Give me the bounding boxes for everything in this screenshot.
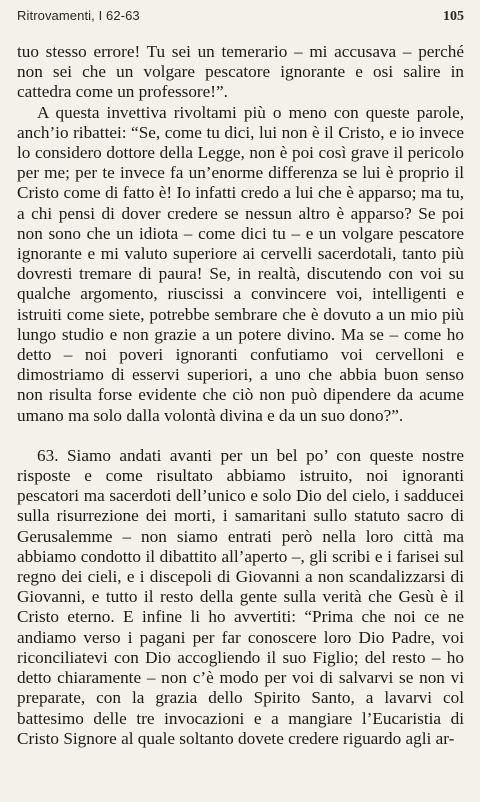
running-header	[17, 8, 464, 34]
paragraph-section-63: 63. Siamo andati avanti per un bel po’ con queste nostre risposte e come risultato abbiamo istruito, noi ignoranti pescatori ma sacerdoti dell’unico e solo Dio del cielo, i sadducei sulla risurrezione dei morti, i samaritani sullo statuto sacro di Gerusalemme – non siamo entrati però nella loro città ma abbiamo condotto il dibattito all’aperto –, gli scribi e i farisei sul regno dei cieli, e i discepoli di Giovanni a non scandalizzarsi di Giovanni, e tutto il resto della gente sulla verità che Gesù è il Cristo eterno. E infine li ho avvertiti: “Prima che noi ce ne andiamo verso i pagani per far conoscere loro Dio Padre, voi riconciliatevi con Dio accogliendo il suo Figlio; del resto – ho detto chiaramente – non c’è modo per voi di salvarvi se non vi preparate, con la grazia dello Spirito Santo, a lavarvi col battesimo delle tre invocazioni e a mangiare l’Eucaristia di Cristo Signore al quale soltanto dovete credere riguardo agli ar-	[17, 445, 464, 748]
page-number: 105	[443, 9, 464, 24]
paragraph-continuation: tuo stesso errore! Tu sei un temerario – mi accusava – perché non sei che un volgare pescatore ignorante e osi salire in cattedra come un professore!”.	[17, 42, 464, 102]
body-text	[17, 42, 464, 749]
paragraph-reply: A questa invettiva rivoltami più o meno con queste parole, anch’io ribattei: “Se, come tu dici, lui non è il Cristo, e io invece lo considero dottore della Legge, non è poi così grave il pericolo per me; per te invece fa un’enorme differenza se lui è proprio il Cristo come di fatto è! Io infatti credo a lui che è apparso; ma tu, a chi pensi di dover credere se nessun altro è apparso? Se poi non sono che un idiota – come dici tu – e un volgare pescatore ignorante e mi valuto superiore ai cervelli sacerdotali, tanto più dovresti tremare di paura! Se, in realtà, discutendo con voi su qualche argomento, riuscissi a convincere voi, intelligenti e istruiti come siete, potrebbe sembrare che è dovuto a un mio più lungo studio e non grazie a un potere divino. Ma se – come ho detto – noi poveri ignoranti confutiamo voi cervelloni e dimostriamo di esservi superiori, a uno che abbia buon senso non risulta forse evidente che ciò non può dipendere da acume umano ma solo dalla volontà divina e da un suo dono?”.	[17, 102, 464, 425]
running-title: Ritrovamenti, I 62-63	[17, 8, 140, 23]
